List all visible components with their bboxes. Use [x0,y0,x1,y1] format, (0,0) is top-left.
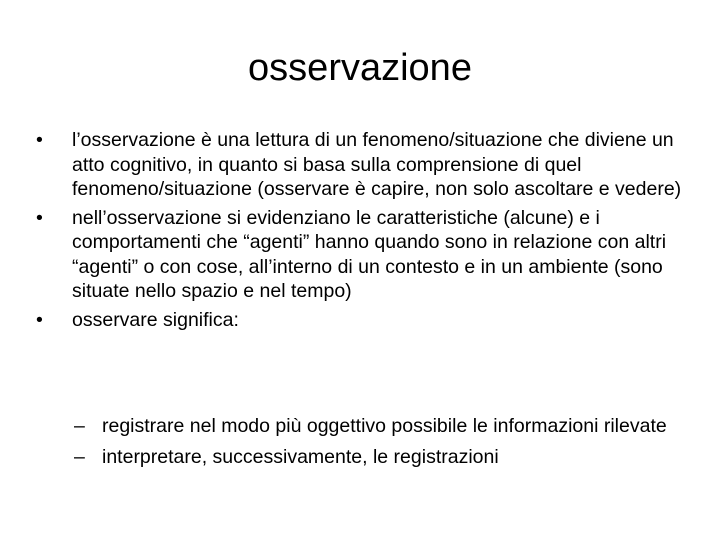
bullet-text: nell’osservazione si evidenziano le caratteristiche (alcune) e i comportamenti che “agenti” hanno quando sono in relazione con altri “agenti” o con cose, all’interno di un contesto e in un ambiente (sono situate nello spazio e nel tempo) [72,206,667,302]
bullet-item [36,308,684,333]
bullet-text: osservare significa: [72,308,239,331]
bullet-item [36,206,684,304]
sub-bullet-marker: – [74,445,85,468]
sub-bullet-list [36,414,684,475]
bullet-marker: • [36,129,43,151]
sub-bullet-text: registrare nel modo più oggettivo possibile le informazioni rilevate [102,415,667,437]
bullet-marker: • [36,206,43,229]
bullet-item [36,128,684,202]
sub-bullet-item [36,445,684,470]
slide-title: osservazione [248,47,472,89]
sub-bullet-item [36,414,684,439]
bullet-list [36,128,684,336]
bullet-text: l’osservazione è una lettura di un fenomeno/situazione che diviene un atto cognitivo, in quanto si basa sulla comprensione di quel fenomeno/situazione (osservare è capire, non solo ascoltare e vedere) [72,129,682,200]
sub-bullet-text: interpretare, successivamente, le registrazioni [102,445,499,468]
sub-bullet-marker: – [74,415,85,437]
bullet-marker: • [36,308,43,331]
